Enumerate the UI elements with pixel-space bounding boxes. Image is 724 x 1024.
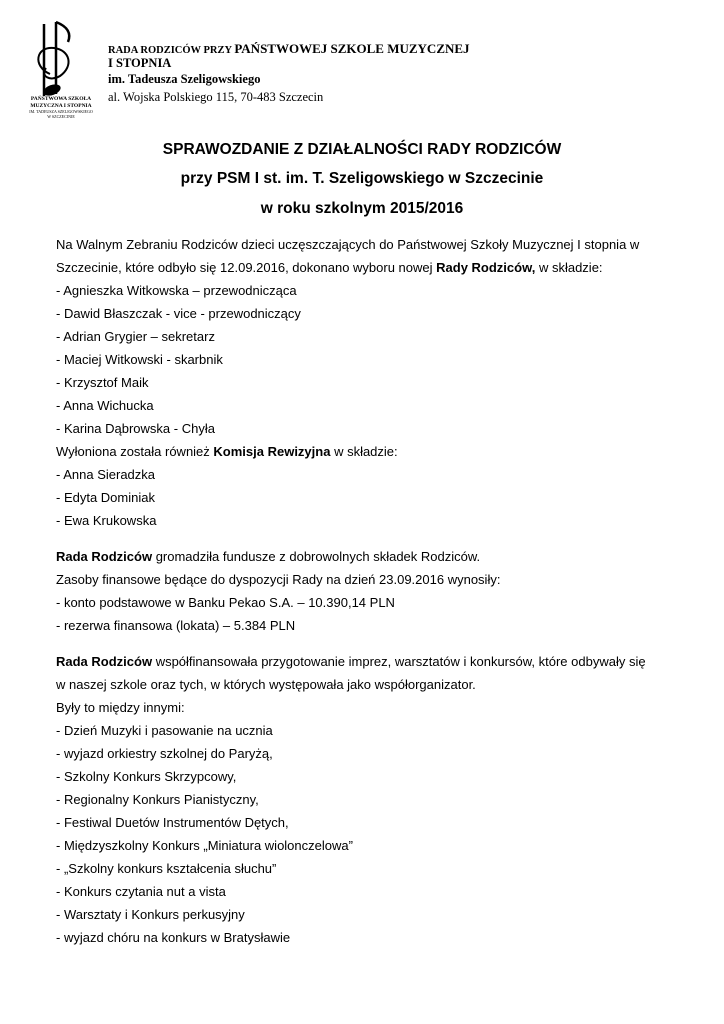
logo-line-1: PAŃSTWOWA SZKOŁA bbox=[30, 96, 92, 102]
event-item: - „Szkolny konkurs kształcenia słuchu” bbox=[56, 861, 277, 876]
commission-member: - Edyta Dominiak bbox=[56, 490, 155, 505]
intro-line-2: Szczecinie, które odbyło się 12.09.2016, dokonano wyboru nowej Rady Rodziców, w składzie: bbox=[56, 260, 603, 275]
logo-line-2: MUZYCZNA I STOPNIA bbox=[30, 102, 92, 109]
board-member: - Anna Wichucka bbox=[56, 398, 154, 413]
report-title-line-1: SPRAWOZDANIE Z DZIAŁALNOŚCI RADY RODZICÓW bbox=[162, 141, 562, 158]
event-item: - Konkurs czytania nut a vista bbox=[56, 884, 226, 899]
board-name-bold: Rady Rodziców, bbox=[436, 260, 536, 275]
school-logo bbox=[22, 18, 100, 130]
board-member: - Adrian Grygier – sekretarz bbox=[56, 329, 215, 344]
events-line-1: Rada Rodziców współfinansowała przygotowanie imprez, warsztatów i konkursów, które odbywały się bbox=[56, 654, 646, 669]
intro-line-1: Na Walnym Zebraniu Rodziców dzieci uczęszczających do Państwowej Szkoły Muzycznej I stopnia w bbox=[56, 237, 640, 252]
commission-member: - Ewa Krukowska bbox=[56, 513, 157, 528]
letterhead bbox=[108, 41, 470, 106]
board-member: - Maciej Witkowski - skarbnik bbox=[56, 352, 223, 367]
logo-line-4: W SZCZECINIE bbox=[47, 114, 75, 119]
letterhead-patron: im. Tadeusza Szeligowskiego bbox=[108, 72, 261, 86]
commission-name-bold: Komisja Rewizyjna bbox=[213, 444, 331, 459]
board-member: - Dawid Błaszczak - vice - przewodniczący bbox=[56, 306, 301, 321]
letterhead-school-name: PAŃSTWOWEJ SZKOLE MUZYCZNEJ bbox=[234, 41, 470, 56]
board-member: - Krzysztof Maik bbox=[56, 375, 149, 390]
events-line-2: w naszej szkole oraz tych, w których występowała jako współorganizator. bbox=[56, 677, 476, 692]
event-item: - wyjazd orkiestry szkolnej do Paryżą, bbox=[56, 746, 273, 761]
letterhead-address: al. Wojska Polskiego 115, 70-483 Szczecin bbox=[108, 90, 324, 104]
report-title-line-2: przy PSM I st. im. T. Szeligowskiego w Szczecinie bbox=[180, 170, 544, 187]
finance-line-1: Rada Rodziców gromadziła fundusze z dobrowolnych składek Rodziców. bbox=[56, 549, 481, 564]
report-body bbox=[56, 233, 676, 949]
events-line-3: Były to między innymi: bbox=[56, 700, 185, 715]
finance-reserve: - rezerwa finansowa (lokata) – 5.384 PLN bbox=[56, 618, 296, 633]
event-item: - Regionalny Konkurs Pianistyczny, bbox=[56, 792, 259, 807]
finance-line-2: Zasoby finansowe będące do dyspozycji Rady na dzień 23.09.2016 wynosiły: bbox=[56, 572, 501, 587]
letterhead-line-2: I STOPNIA bbox=[108, 56, 172, 70]
finance-council-bold: Rada Rodziców bbox=[56, 549, 153, 564]
event-item: - Szkolny Konkurs Skrzypcowy, bbox=[56, 769, 237, 784]
event-item: - Warsztaty i Konkurs perkusyjny bbox=[56, 907, 245, 922]
logo-caption bbox=[22, 96, 100, 119]
event-item: - Międzyszkolny Konkurs „Miniatura wiolonczelowa” bbox=[56, 838, 353, 853]
board-member: - Agnieszka Witkowska – przewodnicząca bbox=[56, 283, 297, 298]
letterhead-line-1 bbox=[108, 41, 470, 56]
finance-account: - konto podstawowe w Banku Pekao S.A. – 10.390,14 PLN bbox=[56, 595, 395, 610]
event-item: - Festiwal Duetów Instrumentów Dętych, bbox=[56, 815, 289, 830]
commission-intro: Wyłoniona została również Komisja Rewizyjna w składzie: bbox=[56, 444, 398, 459]
event-item: - wyjazd chóru na konkurs w Bratysławie bbox=[56, 930, 291, 945]
event-item: - Dzień Muzyki i pasowanie na ucznia bbox=[56, 723, 273, 738]
music-note-logo-icon bbox=[22, 18, 100, 98]
commission-member: - Anna Sieradzka bbox=[56, 467, 156, 482]
events-council-bold: Rada Rodziców bbox=[56, 654, 153, 669]
logo-line-3: IM. TADEUSZA SZELIGOWSKIEGO bbox=[29, 109, 93, 114]
board-member: - Karina Dąbrowska - Chyła bbox=[56, 421, 215, 436]
letterhead-org-prefix: RADA RODZICÓW PRZY bbox=[108, 45, 235, 56]
report-title-line-3: w roku szkolnym 2015/2016 bbox=[260, 200, 464, 217]
